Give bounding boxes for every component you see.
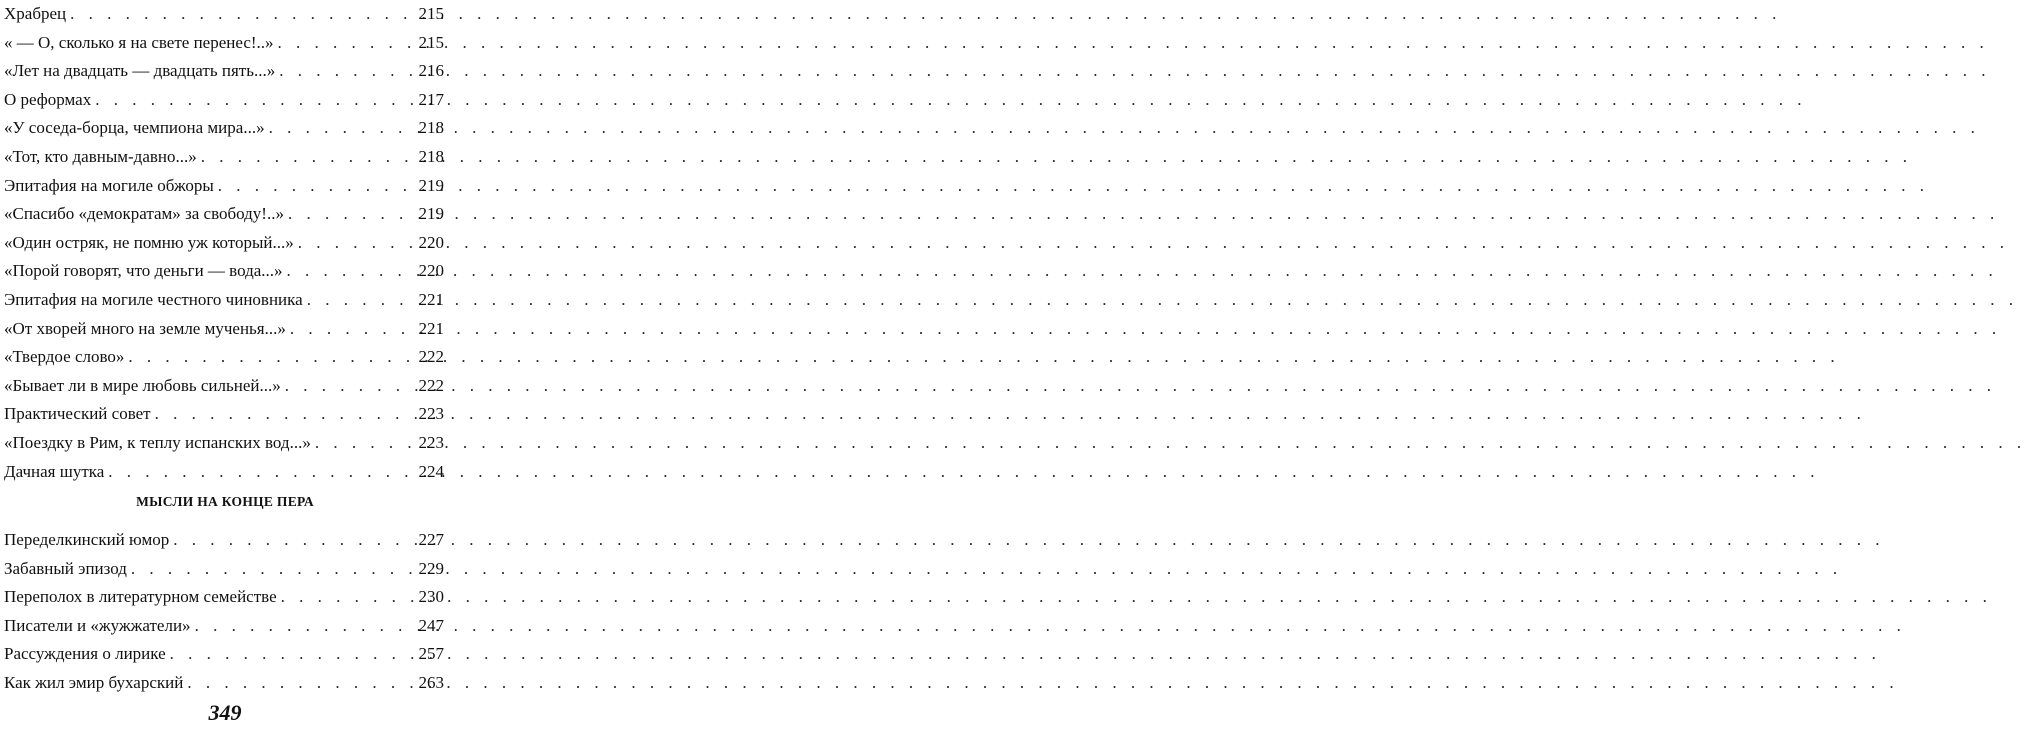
toc-entry-title: «Лет на двадцать — двадцать пять...» bbox=[4, 61, 276, 81]
toc-entry-title: О реформах bbox=[4, 89, 92, 109]
toc-entry-title: Храбрец bbox=[4, 4, 67, 23]
dot-leader bbox=[315, 429, 415, 458]
toc-entry-page: 220 bbox=[418, 232, 444, 252]
toc-page bbox=[0, 0, 450, 734]
dot-leader bbox=[95, 86, 414, 115]
dot-leader bbox=[108, 458, 414, 487]
toc-entry bbox=[4, 429, 444, 458]
toc-entry-page: 220 bbox=[418, 261, 444, 281]
toc-entry-title: Переполох в литературном семействе bbox=[4, 587, 277, 607]
dot-leader bbox=[128, 343, 414, 372]
toc-entry-page: 219 bbox=[418, 175, 444, 195]
dot-leader bbox=[290, 315, 415, 344]
toc-entry-title: «Спасибо «демократам» за свободу!..» bbox=[4, 204, 284, 224]
toc-entry-page: 221 bbox=[418, 289, 444, 309]
toc-entry-page: 247 bbox=[418, 615, 444, 635]
toc-entry-title: «Один остряк, не помню уж который...» bbox=[4, 232, 294, 252]
dot-leader bbox=[173, 526, 414, 555]
dot-leader bbox=[218, 172, 415, 201]
toc-entry-title: «От хворей много на земле мученья...» bbox=[4, 318, 286, 338]
toc-entry bbox=[4, 286, 444, 315]
toc-entry-page: 219 bbox=[418, 204, 444, 224]
toc-entry bbox=[4, 0, 444, 29]
toc-entry bbox=[4, 526, 444, 555]
toc-entry-title: Писатели и «жужжатели» bbox=[4, 615, 191, 635]
dot-leader bbox=[287, 257, 415, 286]
toc-entry bbox=[4, 172, 444, 201]
toc-entry-title: Как жил эмир бухарский bbox=[4, 672, 184, 692]
toc-entry-title: Забавный эпизод bbox=[4, 558, 127, 578]
toc-entry-title: Эпитафия на могиле обжоры bbox=[4, 175, 214, 195]
toc-entry-page: 230 bbox=[418, 587, 444, 607]
toc-entry-title: «Поездку в Рим, к теплу испанских вод...» bbox=[4, 432, 311, 452]
toc-entry bbox=[4, 57, 444, 86]
toc-entry-title: Практический совет bbox=[4, 404, 151, 424]
toc-entry-page: 223 bbox=[418, 432, 444, 452]
toc-entry bbox=[4, 372, 444, 401]
toc-entry-title: «Бывает ли в мире любовь сильней...» bbox=[4, 375, 281, 395]
toc-entry bbox=[4, 555, 444, 584]
dot-leader bbox=[281, 583, 415, 612]
dot-leader bbox=[131, 555, 415, 584]
toc-entry-title: «У соседа-борца, чемпиона мира...» bbox=[4, 118, 265, 138]
toc-entry-page: 218 bbox=[418, 118, 444, 138]
toc-entry-page: 222 bbox=[418, 347, 444, 367]
toc-entry bbox=[4, 257, 444, 286]
toc-entry bbox=[4, 669, 444, 698]
dot-leader bbox=[298, 229, 415, 258]
toc-entry-page: 223 bbox=[418, 404, 444, 424]
toc-entry-page: 217 bbox=[418, 89, 444, 109]
toc-entry bbox=[4, 400, 444, 429]
toc-entry-title: Дачная шутка bbox=[4, 461, 105, 481]
toc-entry-page: 215 bbox=[418, 32, 444, 52]
dot-leader bbox=[288, 200, 415, 229]
dot-leader bbox=[195, 612, 415, 641]
toc-entry bbox=[4, 229, 444, 258]
toc-entry bbox=[4, 612, 444, 641]
toc-entry-page: 263 bbox=[418, 672, 444, 692]
toc-entry-page: 229 bbox=[418, 558, 444, 578]
dot-leader bbox=[170, 640, 415, 669]
toc-entry bbox=[4, 29, 444, 58]
toc-entry-title: « — О, сколько я на свете перенес!..» bbox=[4, 32, 274, 52]
dot-leader bbox=[70, 0, 414, 29]
toc-entry-page: 222 bbox=[418, 375, 444, 395]
toc-list-part2 bbox=[4, 526, 444, 698]
toc-entry bbox=[4, 343, 444, 372]
dot-leader bbox=[269, 114, 415, 143]
toc-entry bbox=[4, 86, 444, 115]
toc-entry-title: «Порой говорят, что деньги — вода...» bbox=[4, 261, 283, 281]
dot-leader bbox=[279, 57, 414, 86]
dot-leader bbox=[155, 400, 415, 429]
dot-leader bbox=[187, 669, 414, 698]
toc-entry bbox=[4, 458, 444, 487]
toc-entry-page: 215 bbox=[418, 4, 444, 23]
toc-entry-page: 224 bbox=[418, 461, 444, 481]
toc-entry bbox=[4, 640, 444, 669]
page-number: 349 bbox=[208, 700, 242, 725]
dot-leader bbox=[278, 29, 415, 58]
toc-entry bbox=[4, 114, 444, 143]
toc-entry-title: Рассуждения о лирике bbox=[4, 644, 166, 664]
toc-entry bbox=[4, 143, 444, 172]
dot-leader bbox=[307, 286, 415, 315]
toc-entry bbox=[4, 315, 444, 344]
toc-entry-page: 218 bbox=[418, 146, 444, 166]
dot-leader bbox=[285, 372, 415, 401]
toc-entry-page: 257 bbox=[418, 644, 444, 664]
toc-entry-page: 227 bbox=[418, 530, 444, 549]
toc-entry bbox=[4, 583, 444, 612]
toc-entry bbox=[4, 200, 444, 229]
dot-leader bbox=[201, 143, 415, 172]
toc-list-part1 bbox=[4, 0, 444, 486]
toc-entry-title: Переделкинский юмор bbox=[4, 530, 170, 549]
toc-entry-title: «Тот, кто давным-давно...» bbox=[4, 146, 197, 166]
toc-entry-title: «Твердое слово» bbox=[4, 347, 125, 367]
section-heading: МЫСЛИ НА КОНЦЕ ПЕРА bbox=[136, 494, 314, 509]
toc-entry-page: 216 bbox=[418, 61, 444, 81]
toc-entry-page: 221 bbox=[418, 318, 444, 338]
toc-entry-title: Эпитафия на могиле честного чиновника bbox=[4, 289, 303, 309]
